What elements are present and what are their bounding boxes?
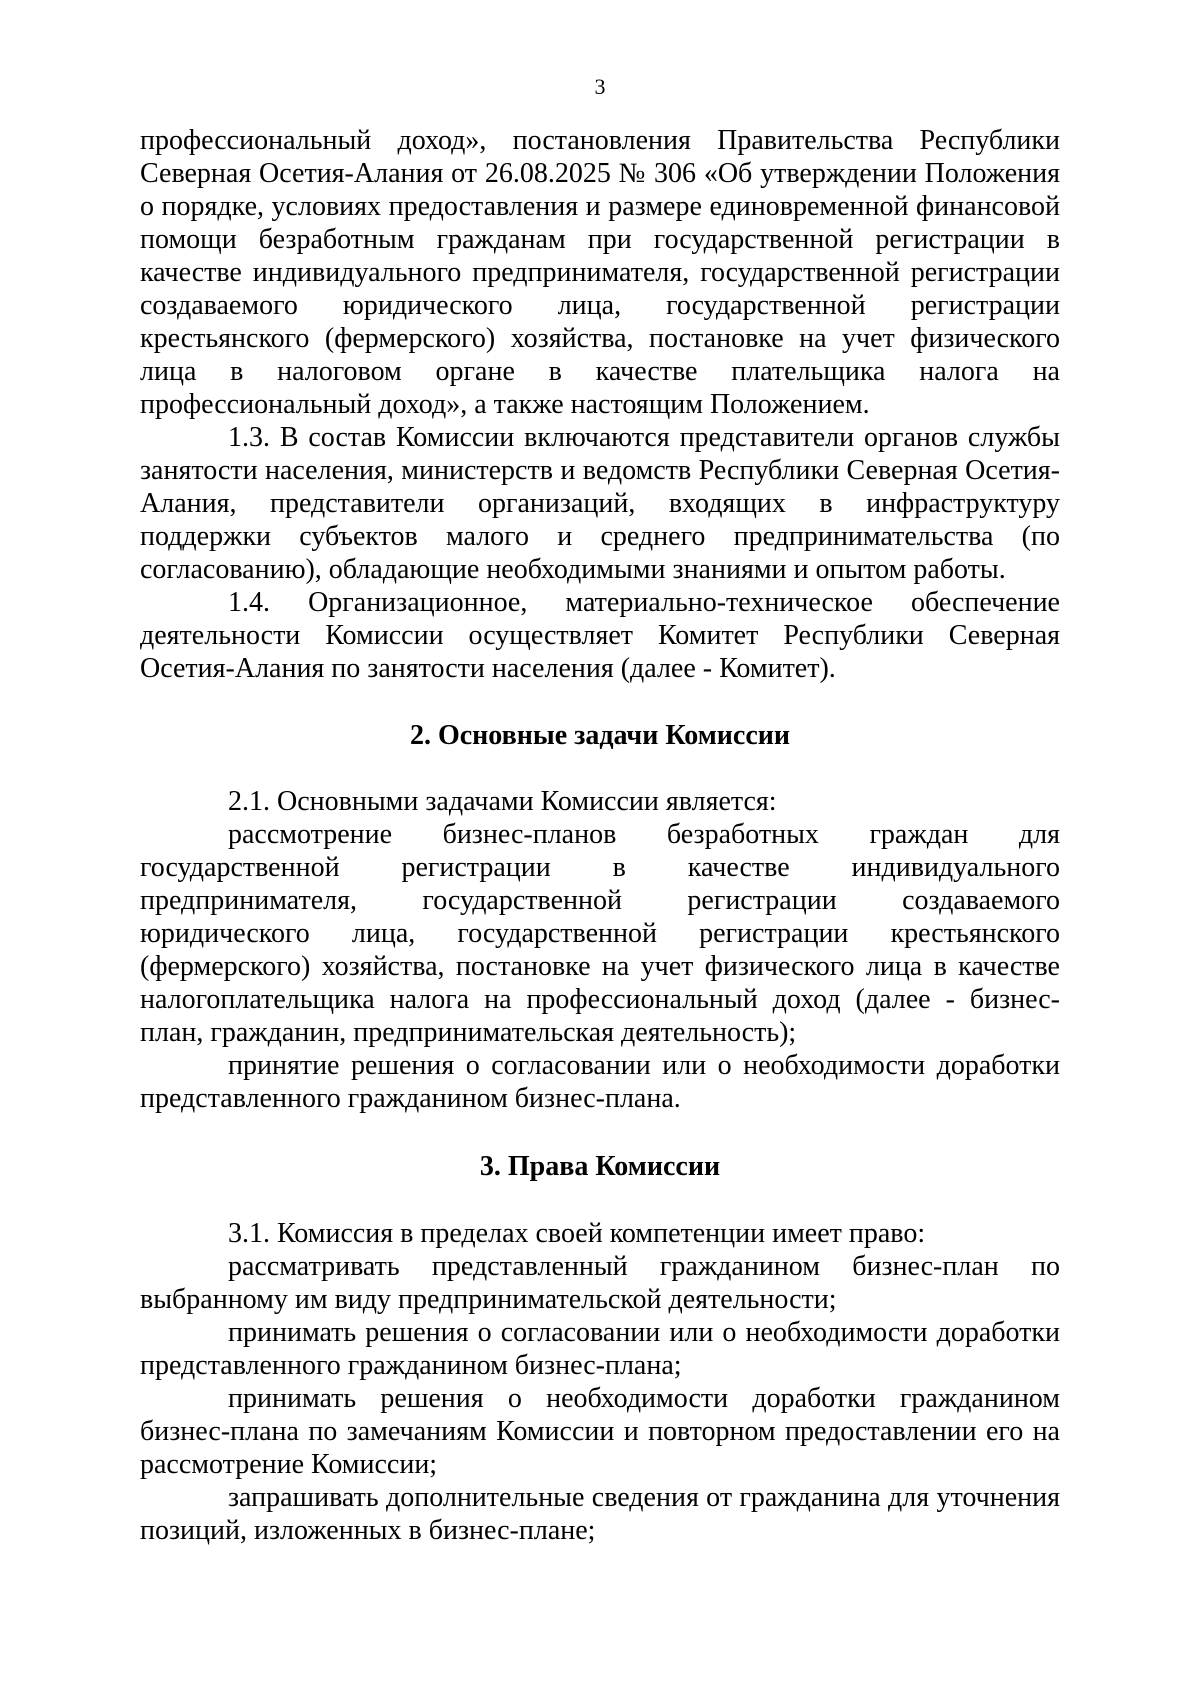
paragraph-3-1: 3.1. Комиссия в пределах своей компетенции имеет право:: [228, 1218, 926, 1249]
paragraph-1-3: 1.3. В состав Комиссии включаются представители органов службы занятости населения, министерств и ведомств Республики Северная Осетия-Алания, представители организаций, входящих в инфраструктуру поддержки субъектов малого и среднего предпринимательства (по согласованию), обладающие необходимыми знаниями и опытом работы.: [140, 422, 1060, 585]
list-item: принимать решения о необходимости доработки гражданином бизнес-плана по замечаниям Комиссии и повторном предоставлении его на рассмотрение Комиссии;: [140, 1383, 1060, 1480]
paragraph-1-4: 1.4. Организационное, материально-техническое обеспечение деятельности Комиссии осуществляет Комитет Республики Северная Осетия-Алания по занятости населения (далее - Комитет).: [140, 587, 1060, 684]
section-2-heading: 2. Основные задачи Комиссии: [409, 720, 791, 751]
page-number: 3: [594, 74, 606, 99]
paragraph-2-1: 2.1. Основными задачами Комиссии является:: [228, 786, 777, 817]
list-item: запрашивать дополнительные сведения от гражданина для уточнения позиций, изложенных в бизнес-плане;: [140, 1482, 1060, 1546]
list-item: рассмотрение бизнес-планов безработных граждан для государственной регистрации в качестве индивидуального предпринимателя, государственной регистрации создаваемого юридического лица, государственной регистрации крестьянского (фермерского) хозяйства, постановке на учет физического лица в качестве налогоплательщика налога на профессиональный доход (далее - бизнес-план, гражданин, предпринимательская деятельность);: [140, 819, 1060, 1048]
document-body: [140, 124, 1060, 1547]
intro-paragraph: профессиональный доход», постановления Правительства Республики Северная Осетия-Алания от 26.08.2025 № 306 «Об утверждении Положения о порядке, условиях предоставления и размере единовременной финансовой помощи безработным гражданам при государственной регистрации в качестве индивидуального предпринимателя, государственной регистрации создаваемого юридического лица, государственной регистрации крестьянского (фермерского) хозяйства, постановке на учет физического лица в налоговом органе в качестве плательщика налога на профессиональный доход», а также настоящим Положением.: [140, 125, 1060, 420]
list-item: принятие решения о согласовании или о необходимости доработки представленного гражданином бизнес-плана.: [140, 1050, 1060, 1114]
section-3-heading: 3. Права Комиссии: [479, 1151, 721, 1182]
list-item: рассматривать представленный гражданином бизнес-план по выбранному им виду предпринимательской деятельности;: [140, 1251, 1060, 1315]
list-item: принимать решения о согласовании или о необходимости доработки представленного гражданином бизнес-плана;: [140, 1317, 1060, 1381]
